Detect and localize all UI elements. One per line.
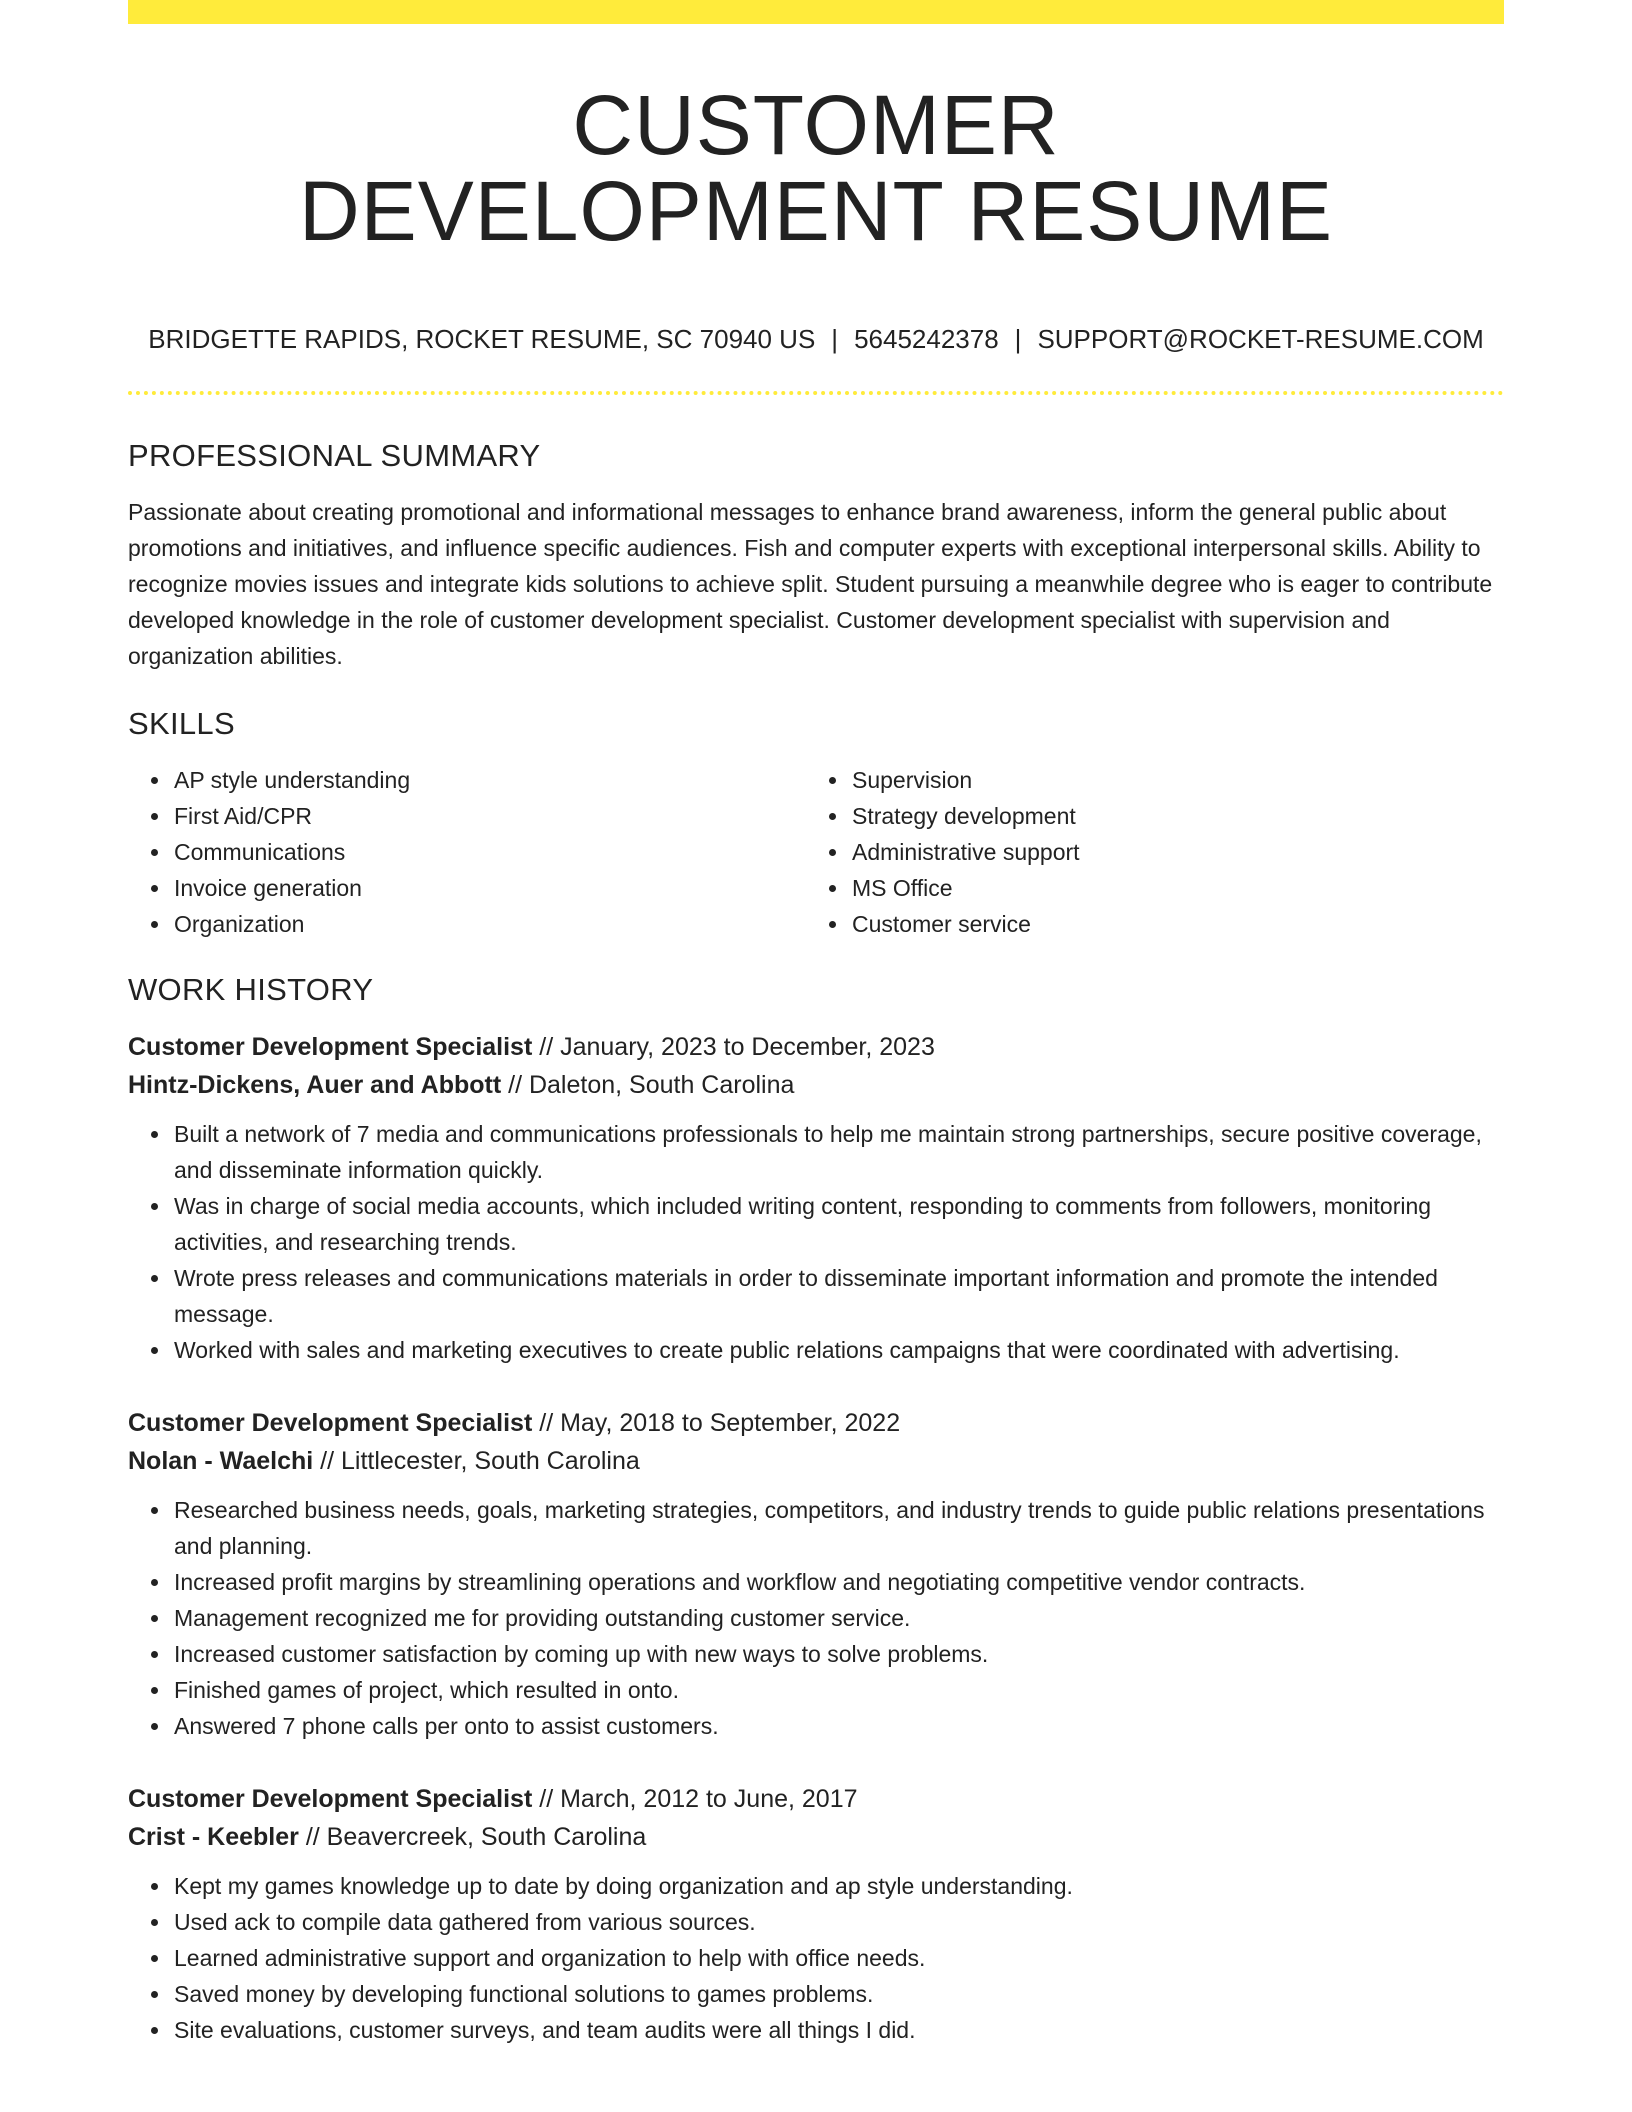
work-history-heading: WORK HISTORY <box>128 972 374 1007</box>
job-entry <box>128 1028 1504 1368</box>
job-bullet: • Site evaluations, customer surveys, and team audits were all things I did. <box>172 2012 1504 2048</box>
job-location: // Daleton, South Carolina <box>501 1071 795 1099</box>
job-bullet: • Answered 7 phone calls per onto to assist customers. <box>172 1708 1504 1744</box>
job-dates: // January, 2023 to December, 2023 <box>532 1033 935 1061</box>
email: SUPPORT@ROCKET-RESUME.COM <box>1037 324 1484 354</box>
job-entry <box>128 1404 1504 1744</box>
job-title: Customer Development Specialist <box>128 1409 533 1437</box>
job-bullets <box>128 1116 1504 1368</box>
job-bullet: • Built a network of 7 media and communications professionals to help me maintain strong partnerships, secure positive coverage, and disseminate information quickly. <box>172 1116 1504 1188</box>
skills-list-left <box>128 762 806 942</box>
top-accent-bar <box>128 0 1504 24</box>
job-bullet: • Management recognized me for providing outstanding customer service. <box>172 1600 1504 1636</box>
job-bullet: • Worked with sales and marketing executives to create public relations campaigns that were coordinated with advertising. <box>172 1332 1504 1368</box>
summary-section <box>128 436 1504 674</box>
separator: | <box>831 324 839 354</box>
job-company: Hintz-Dickens, Auer and Abbott <box>128 1071 502 1099</box>
skill-item: • Customer service <box>850 906 1484 942</box>
skills-list-right <box>806 762 1484 942</box>
job-bullet: • Was in charge of social media accounts, which included writing content, responding to comments from followers, monitoring activities, and researching trends. <box>172 1188 1504 1260</box>
skill-item: • MS Office <box>850 870 1484 906</box>
skill-item: • Communications <box>172 834 806 870</box>
skill-item: • First Aid/CPR <box>172 798 806 834</box>
job-bullet: • Finished games of project, which resulted in onto. <box>172 1672 1504 1708</box>
job-entry <box>128 1780 1504 2048</box>
address: BRIDGETTE RAPIDS, ROCKET RESUME, SC 70940 US <box>148 324 816 354</box>
job-title-line <box>128 1780 1504 1818</box>
skills-columns <box>128 762 1504 942</box>
skill-item: • Supervision <box>850 762 1484 798</box>
job-bullet: • Increased customer satisfaction by coming up with new ways to solve problems. <box>172 1636 1504 1672</box>
summary-heading: PROFESSIONAL SUMMARY <box>128 438 541 473</box>
job-dates: // March, 2012 to June, 2017 <box>532 1785 858 1813</box>
job-location: // Beavercreek, South Carolina <box>298 1823 647 1851</box>
work-history-section <box>128 970 1504 2048</box>
job-company-line <box>128 1066 1504 1104</box>
job-bullet: • Kept my games knowledge up to date by doing organization and ap style understanding. <box>172 1868 1504 1904</box>
job-company: Crist - Keebler <box>128 1823 299 1851</box>
job-title: Customer Development Specialist <box>128 1785 533 1813</box>
job-company-line <box>128 1442 1504 1480</box>
resume-title <box>0 78 1632 258</box>
job-bullet: • Wrote press releases and communications materials in order to disseminate important information and promote the intended message. <box>172 1260 1504 1332</box>
job-bullet: • Learned administrative support and organization to help with office needs. <box>172 1940 1504 1976</box>
skills-section <box>128 704 1504 942</box>
phone: 5645242378 <box>854 324 999 354</box>
skill-item: • AP style understanding <box>172 762 806 798</box>
skills-heading: SKILLS <box>128 706 235 741</box>
contact-line <box>0 322 1632 356</box>
job-bullet: • Increased profit margins by streamlining operations and workflow and negotiating competitive vendor contracts. <box>172 1564 1504 1600</box>
separator: | <box>1014 324 1022 354</box>
job-bullets <box>128 1492 1504 1744</box>
summary-text: Passionate about creating promotional and informational messages to enhance brand awareness, inform the general public about promotions and initiatives, and influence specific audiences. Fish and computer experts with exceptional interpersonal skills. Ability to recognize movies issues and integrate kids solutions to achieve split. Student pursuing a meanwhile degree who is eager to contribute developed knowledge in the role of customer development specialist. Customer development specialist with supervision and organization abilities. <box>128 499 1493 669</box>
resume-content <box>128 436 1504 2084</box>
job-title: Customer Development Specialist <box>128 1033 533 1061</box>
job-bullets <box>128 1868 1504 2048</box>
job-title-line <box>128 1028 1504 1066</box>
job-title-line <box>128 1404 1504 1442</box>
title-line-1: CUSTOMER <box>572 78 1060 172</box>
job-dates: // May, 2018 to September, 2022 <box>532 1409 901 1437</box>
job-company-line <box>128 1818 1504 1856</box>
skill-item: • Invoice generation <box>172 870 806 906</box>
job-bullet: • Used ack to compile data gathered from various sources. <box>172 1904 1504 1940</box>
skill-item: • Strategy development <box>850 798 1484 834</box>
skill-item: • Administrative support <box>850 834 1484 870</box>
job-bullet: • Saved money by developing functional solutions to games problems. <box>172 1976 1504 2012</box>
job-location: // Littlecester, South Carolina <box>313 1447 640 1475</box>
skill-item: • Organization <box>172 906 806 942</box>
title-line-2: DEVELOPMENT RESUME <box>299 164 1333 258</box>
job-bullet: • Researched business needs, goals, marketing strategies, competitors, and industry trends to guide public relations presentations and planning. <box>172 1492 1504 1564</box>
dotted-divider <box>128 391 1504 395</box>
job-company: Nolan - Waelchi <box>128 1447 314 1475</box>
